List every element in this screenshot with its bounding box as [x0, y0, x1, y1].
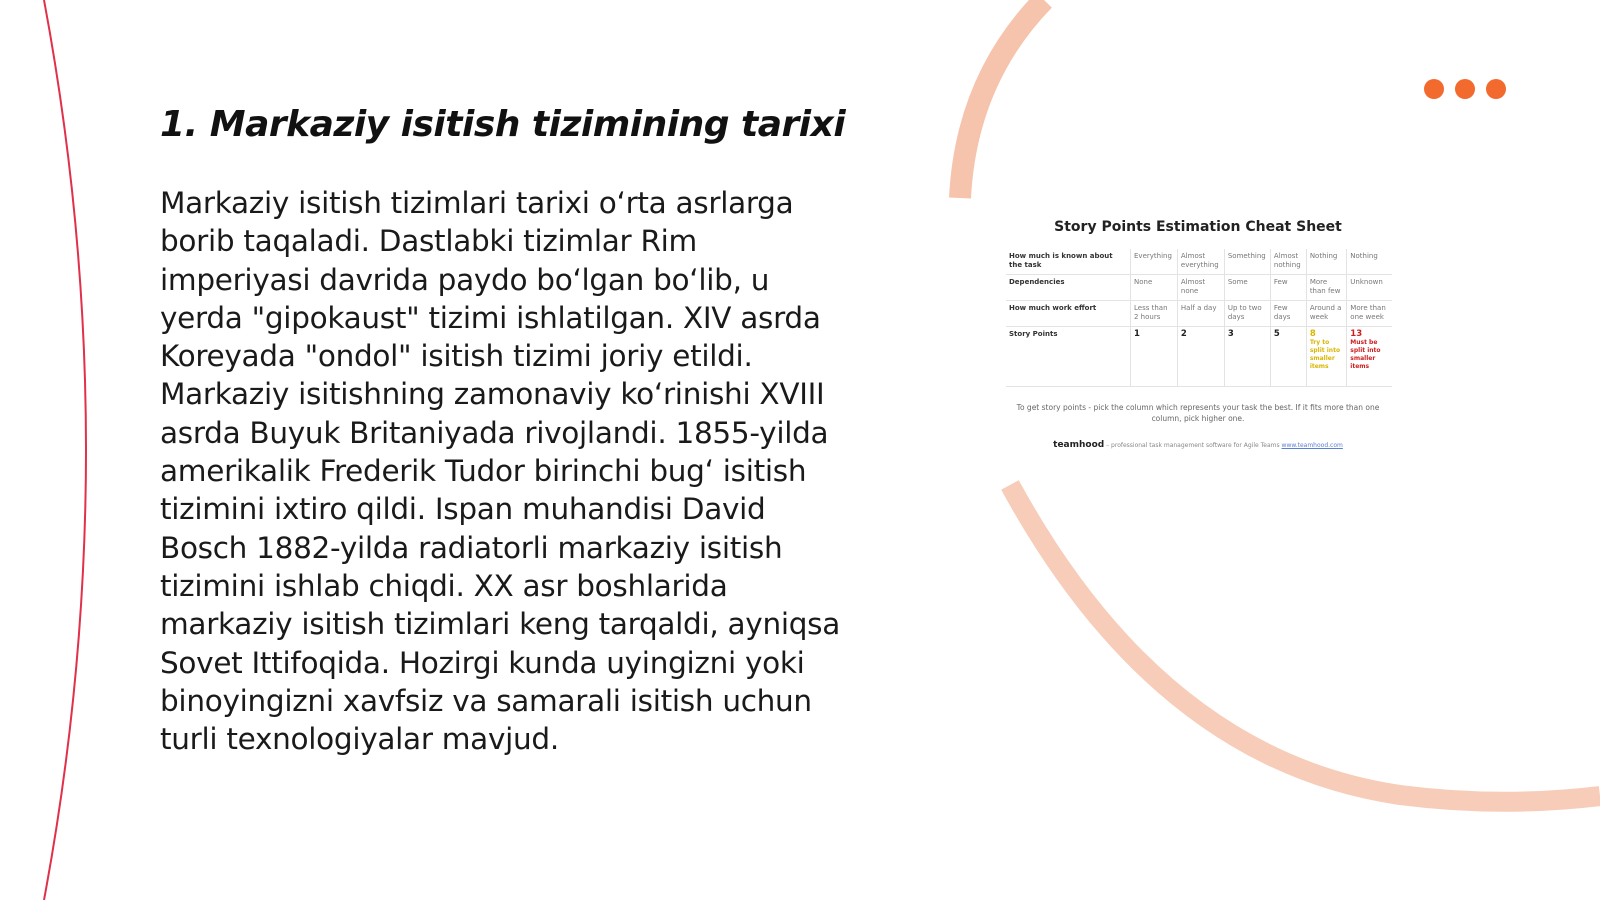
- table-cell: More than few: [1306, 275, 1346, 301]
- table-cell: Half a day: [1177, 301, 1224, 327]
- menu-dots[interactable]: [1424, 79, 1506, 99]
- table-cell: More than one week: [1347, 301, 1392, 327]
- story-point-value: 13: [1350, 329, 1363, 339]
- dot-icon: [1424, 79, 1444, 99]
- table-row: [1006, 275, 1392, 301]
- table-cell: Less than 2 hours: [1131, 301, 1178, 327]
- table-cell: Up to two days: [1224, 301, 1270, 327]
- table-cell: Nothing: [1306, 249, 1346, 275]
- table-cell: Almost none: [1177, 275, 1224, 301]
- brand-tagline: – professional task management software for Agile Teams: [1106, 442, 1280, 449]
- table-cell: Something: [1224, 249, 1270, 275]
- row-label: Dependencies: [1006, 275, 1131, 301]
- story-points-cheat-sheet-image: [996, 205, 1400, 475]
- table-cell: Unknown: [1347, 275, 1392, 301]
- table-row: [1006, 249, 1392, 275]
- table-row: [1006, 327, 1392, 387]
- bottom-arc-segment: [1010, 485, 1600, 802]
- brand-link[interactable]: www.teamhood.com: [1281, 442, 1343, 449]
- table-cell: None: [1131, 275, 1178, 301]
- story-point-value: 8: [1309, 329, 1316, 339]
- dot-icon: [1486, 79, 1506, 99]
- story-point-cell-13: [1347, 327, 1392, 387]
- top-arc-segment: [960, 0, 1044, 198]
- slide-body-text: Markaziy isitish tizimlari tarixi oʻrta asrlarga borib taqaladi. Dastlabki tizimlar Rim imperiyasi davrida paydo boʻlgan boʻlib, u yerda "gipokaust" tizimi ishlatilgan. XIV asrda Koreyada "ondol" isitish tizimi joriy etildi. Markaziy isitishning zamonaviy koʻrinishi XVIII asrda Buyuk Britaniyada rivojlandi. 1855-yilda amerikalik Frederik Tudor birinchi bugʻ isitish tizimini ixtiro qildi. Ispan muhandisi David Bosch 1882-yilda radiatorli markaziy isitish tizimini ishlab chiqdi. XX asr boshlarida markaziy isitish tizimlari keng tarqaldi, ayniqsa Sovet Ittifoqida. Hozirgi kunda uyingizni yoki binoyingizni xavfsiz va samarali isitish uchun turli texnologiyalar mavjud.: [160, 186, 841, 757]
- table-cell: Nothing: [1347, 249, 1392, 275]
- must-split-note: Must be split into smaller items: [1350, 339, 1381, 370]
- story-point-value: 3: [1224, 327, 1270, 387]
- split-hint-note: Try to split into smaller items: [1309, 339, 1341, 370]
- table-cell: Few: [1270, 275, 1306, 301]
- slide-title: 1. Markaziy isitish tizimining tarixi: [160, 104, 846, 145]
- dot-icon: [1455, 79, 1475, 99]
- row-label: Story Points: [1006, 327, 1131, 387]
- table-cell: Around a week: [1306, 301, 1346, 327]
- table-cell: Everything: [1131, 249, 1178, 275]
- table-cell: Almost nothing: [1270, 249, 1306, 275]
- story-point-cell-8: [1306, 327, 1346, 387]
- table-cell: Few days: [1270, 301, 1306, 327]
- brand-logo-text: teamhood: [1053, 440, 1105, 450]
- table-row: [1006, 301, 1392, 327]
- table-cell: Some: [1224, 275, 1270, 301]
- cheat-sheet-table: [1006, 249, 1392, 387]
- story-point-value: 1: [1131, 327, 1178, 387]
- cheat-sheet-footer: To get story points - pick the column which represents your task the best. If it fits more than one column, pick higher one.: [1016, 403, 1380, 423]
- story-point-value: 2: [1177, 327, 1224, 387]
- brand-line: [996, 440, 1400, 450]
- row-label: How much work effort: [1006, 301, 1131, 327]
- left-red-curve: [44, 0, 86, 900]
- cheat-sheet-title: Story Points Estimation Cheat Sheet: [1054, 219, 1342, 235]
- row-label: How much is known about the task: [1006, 249, 1131, 275]
- table-cell: Almost everything: [1177, 249, 1224, 275]
- story-point-value: 5: [1270, 327, 1306, 387]
